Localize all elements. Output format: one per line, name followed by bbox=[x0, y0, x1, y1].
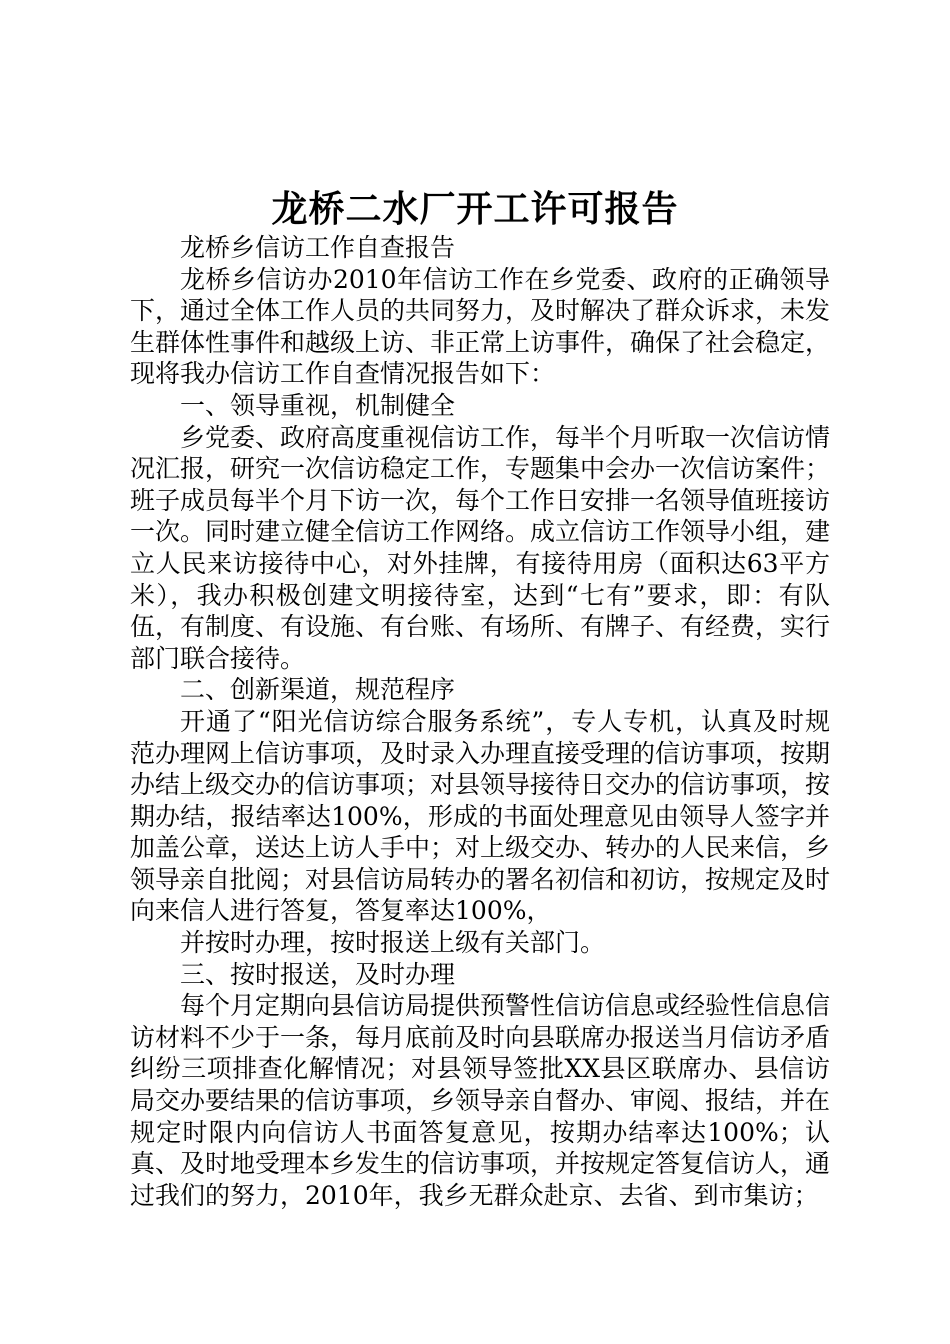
document-body bbox=[130, 232, 830, 1211]
section-paragraph-2: 开通了“阳光信访综合服务系统”，专人专机，认真及时规范办理网上信访事项，及时录入办理直接受理的信访事项，按期办结上级交办的信访事项；对县领导接待日交办的信访事项，按期办结，报结率达100%，形成的书面处理意见由领导人签字并加盖公章，送达上访人手中；对上级交办、转办的人民来信，乡领导亲自批阅；对县信访局转办的署名初信和初访，按规定及时向来信人进行答复，答复率达100%， bbox=[130, 706, 831, 926]
section-heading-2: 二、创新渠道，规范程序 bbox=[180, 675, 456, 705]
intro-paragraph: 龙桥乡信访办2010年信访工作在乡党委、政府的正确领导下，通过全体工作人员的共同努力，及时解决了群众诉求，未发生群体性事件和越级上访、非正常上访事件，确保了社会稳定，现将我办信访工作自查情况报告如下： bbox=[130, 264, 831, 389]
section-paragraph-3: 每个月定期向县信访局提供预警性信访信息或经验性信息信访材料不少于一条，每月底前及时向县联席办报送当月信访矛盾纠纷三项排查化解情况；对县领导签批XX县区联席办、县信访局交办要结果的信访事项，乡领导亲自督办、审阅、报结，并在规定时限内向信访人书面答复意见，按期办结率达100%；认真、及时地受理本乡发生的信访事项，并按规定答复信访人，通过我们的努力，2010年，我乡无群众赴京、去省、到市集访； bbox=[130, 991, 831, 1210]
section-heading-3: 三、按时报送，及时办理 bbox=[180, 959, 456, 989]
section-heading-1: 一、领导重视，机制健全 bbox=[180, 390, 456, 420]
document-title: 龙桥二水厂开工许可报告 bbox=[271, 189, 679, 230]
section-paragraph-2-continued: 并按时办理，按时报送上级有关部门。 bbox=[180, 928, 606, 958]
section-paragraph-1: 乡党委、政府高度重视信访工作，每半个月听取一次信访情况汇报，研究一次信访稳定工作，专题集中会办一次信访案件；班子成员每半个月下访一次，每个工作日安排一名领导值班接访一次。同时建立健全信访工作网络。成立信访工作领导小组，建立人民来访接待中心，对外挂牌，有接待用房（面积达63平方米），我办积极创建文明接待室，达到“七有”要求，即：有队伍，有制度、有设施、有台账、有场所、有牌子、有经费，实行部门联合接待。 bbox=[130, 422, 831, 673]
report-subtitle: 龙桥乡信访工作自查报告 bbox=[180, 233, 456, 262]
